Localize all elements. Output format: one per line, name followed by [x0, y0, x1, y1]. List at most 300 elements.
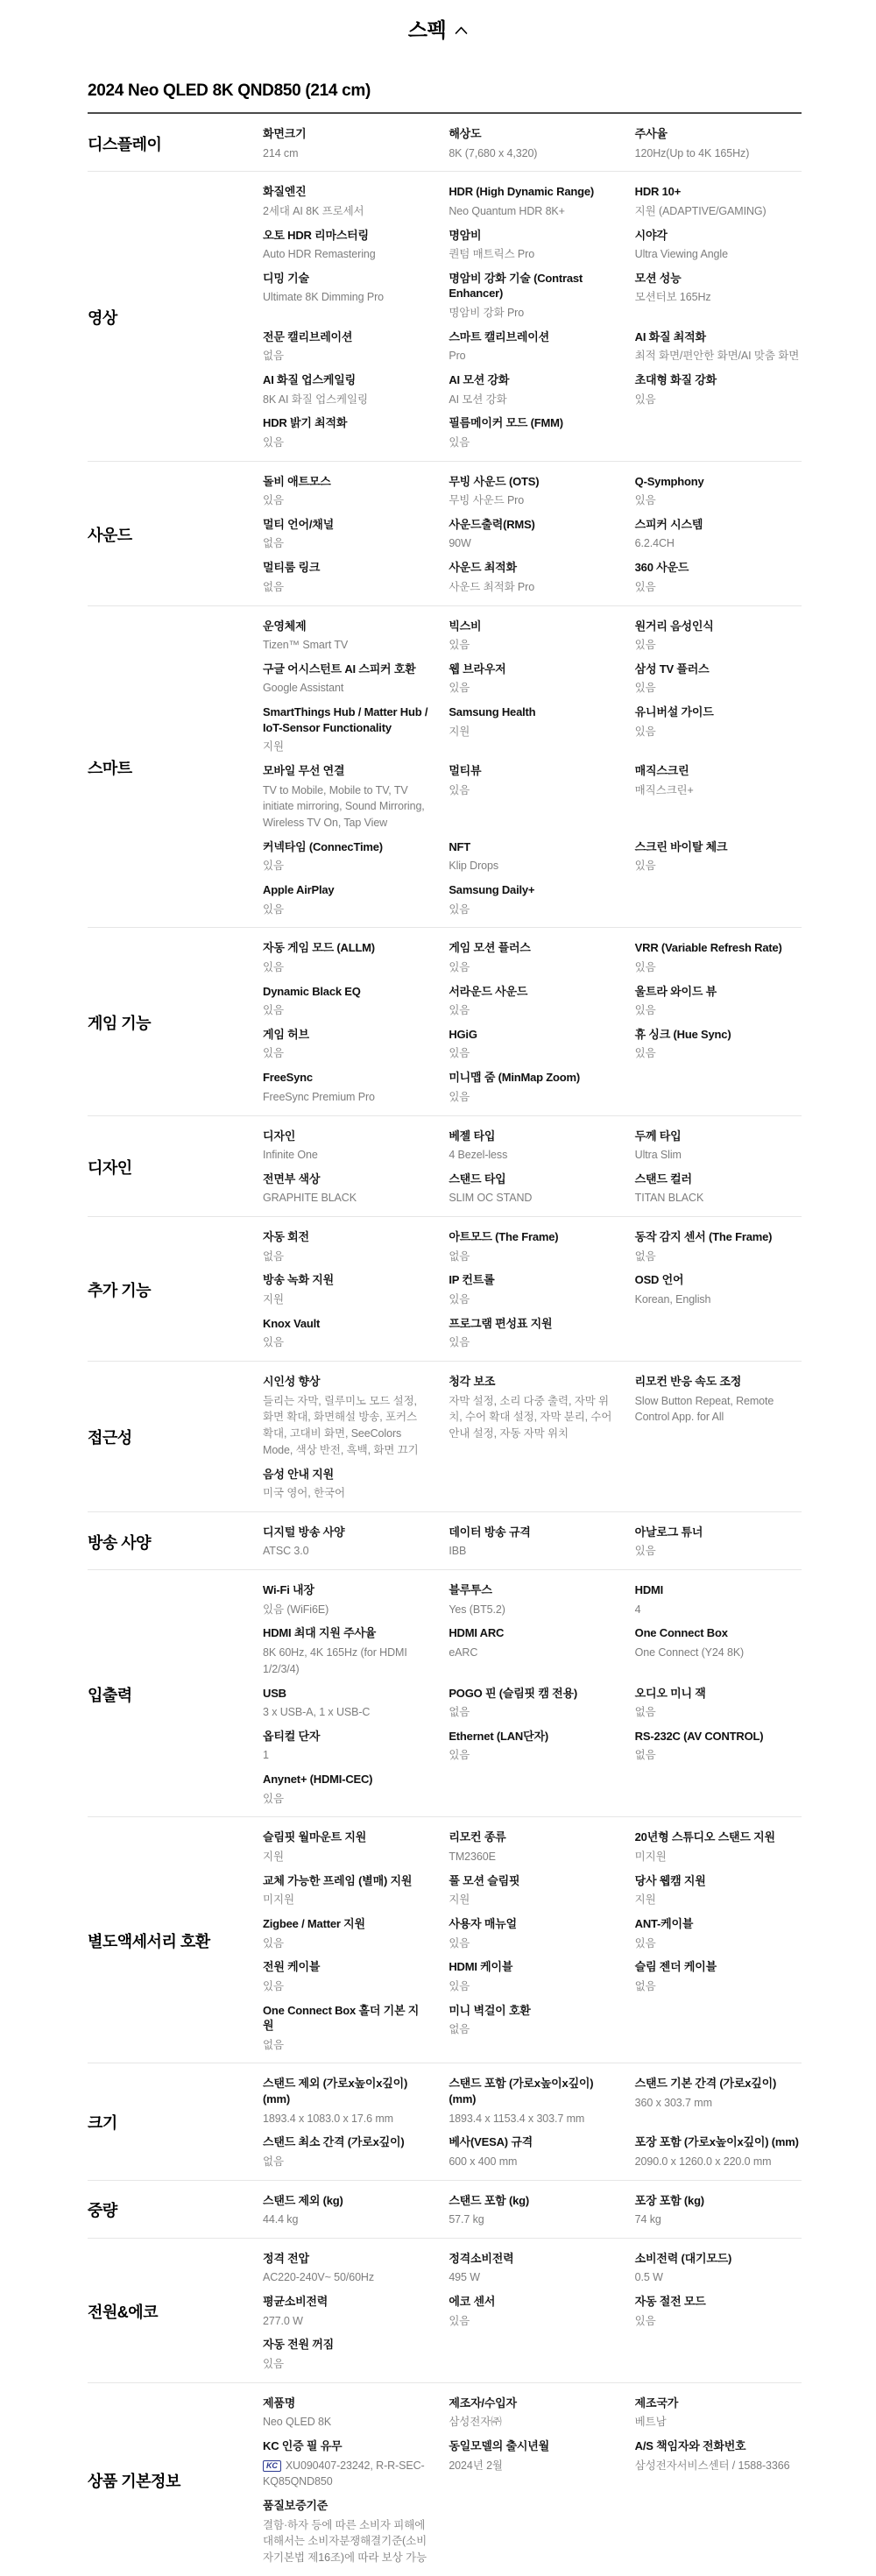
spec-item-value	[449, 1849, 615, 1865]
spec-item-label: 포장 포함 (kg)	[634, 2193, 704, 2207]
spec-item	[263, 2251, 429, 2294]
spec-item-value	[263, 203, 429, 220]
spec-item-value	[449, 535, 615, 552]
spec-category-label: 상품 기본정보	[88, 2472, 180, 2490]
spec-cell-grid	[263, 126, 802, 169]
spec-item-value	[449, 1002, 615, 1019]
spec-item-value	[635, 246, 802, 263]
product-heading: 2024 Neo QLED 8K QND850 (214 cm)	[88, 81, 371, 100]
spec-item-label: HDMI 최대 지원 주사율	[263, 1626, 377, 1640]
spec-item-value-text: 미지원	[634, 1850, 667, 1863]
spec-item-value	[263, 2269, 429, 2286]
spec-item-label: 모션 성능	[634, 271, 682, 285]
spec-item-label: HDR 밝기 최적화	[263, 416, 348, 430]
spec-item-label: 스탠드 기본 간격 (가로x깊이)	[634, 2077, 777, 2091]
spec-item	[635, 2134, 802, 2177]
spec-item-value	[635, 1543, 802, 1560]
spec-item-value-text: 있음	[634, 2314, 656, 2327]
spec-item-value	[635, 1849, 802, 1865]
spec-item-value-text: 있음	[449, 783, 470, 796]
spec-item-value-text: 퀀텀 매트릭스 Pro	[449, 248, 535, 261]
spec-item	[449, 1916, 615, 1959]
spec-item-value	[263, 1602, 429, 1618]
spec-item	[263, 1916, 429, 1959]
spec-item-value	[263, 145, 429, 162]
spec-item-value-text: 있음	[449, 682, 470, 695]
spec-section	[88, 1362, 802, 1512]
spec-category-label: 별도액세서리 호환	[88, 1933, 210, 1951]
spec-item-value-text: 있음	[263, 1792, 284, 1805]
spec-item	[263, 2294, 429, 2337]
spec-item-value	[263, 246, 429, 263]
spec-item	[449, 1229, 615, 1272]
spec-item-value	[449, 579, 615, 596]
spec-item	[449, 1070, 615, 1113]
spec-item-label: 오토 HDR 리마스터링	[263, 228, 369, 242]
spec-category-label: 접근성	[88, 1429, 132, 1447]
spec-item-label: NFT	[449, 839, 470, 853]
spec-cell-grid	[263, 619, 802, 926]
spec-item-value-text: 있음	[263, 435, 284, 449]
spec-item	[263, 372, 429, 415]
spec-item	[449, 1582, 615, 1625]
spec-section	[88, 1570, 802, 1817]
spec-item-value	[263, 1791, 429, 1808]
spec-item-value	[449, 1147, 615, 1164]
spec-item-value	[635, 579, 802, 596]
spec-item-label: 정격소비전력	[449, 2251, 514, 2265]
spec-item	[263, 1772, 429, 1815]
spec-item-label: 화질엔진	[263, 185, 307, 199]
spec-item-label: HDR (High Dynamic Range)	[449, 185, 594, 199]
spec-item-value-text: 없음	[263, 1249, 284, 1263]
spec-item-label: 돌비 애트모스	[263, 474, 331, 488]
spec-item-value-text: 있음	[449, 1090, 470, 1103]
spec-item-value	[635, 2154, 802, 2170]
spec-item-label: 전문 캘리브레이션	[263, 329, 353, 343]
spec-item-value-text: 있음	[449, 960, 470, 973]
spec-section	[88, 1217, 802, 1362]
spec-item	[263, 2193, 429, 2236]
spec-item	[263, 619, 429, 662]
spec-item	[263, 2076, 429, 2134]
spec-item	[263, 704, 429, 763]
spec-item-value-text: 495 W	[449, 2271, 480, 2284]
spec-item-label: 사용자 매뉴얼	[449, 1916, 517, 1930]
spec-item	[449, 1129, 615, 1171]
spec-accordion-header[interactable]	[0, 0, 876, 50]
spec-item-label: 아날로그 튜너	[634, 1525, 703, 1539]
spec-item	[263, 517, 429, 560]
spec-item	[449, 184, 615, 227]
spec-item-label: 유니버설 가이드	[634, 705, 714, 719]
spec-item-value-text: FreeSync Premium Pro	[263, 1090, 375, 1103]
spec-section	[88, 2181, 802, 2239]
spec-item-value	[263, 739, 429, 755]
spec-item	[635, 619, 802, 662]
spec-item-value-text: 214 cm	[263, 146, 299, 159]
spec-item-value-text: 있음	[263, 860, 284, 873]
spec-item-value-text: 있음	[634, 960, 656, 973]
spec-item-label: 디지털 방송 사양	[263, 1525, 345, 1539]
spec-item-value	[635, 1704, 802, 1721]
spec-item-value	[263, 637, 429, 654]
spec-item-value	[263, 1292, 429, 1308]
spec-item-label: USB	[263, 1686, 286, 1700]
spec-item-value-text: 삼성전자㈜	[449, 2416, 502, 2429]
spec-item-value-text: 44.4 kg	[263, 2213, 299, 2226]
spec-item	[449, 474, 615, 517]
spec-item-value	[635, 2095, 802, 2112]
spec-item-value-text: 있음	[634, 639, 656, 652]
spec-item-label: 운영체제	[263, 619, 307, 633]
spec-item	[449, 1171, 615, 1214]
spec-item-value-text: 없음	[634, 1706, 656, 1719]
spec-item-value	[263, 1190, 429, 1207]
spec-item-value-text: 지원 (ADAPTIVE/GAMING)	[634, 204, 766, 217]
spec-item-value	[449, 2458, 615, 2474]
spec-item-label: 빅스비	[449, 619, 482, 633]
spec-item-value	[449, 1190, 615, 1207]
spec-item-label: Zigbee / Matter 지원	[263, 1916, 365, 1930]
spec-item	[635, 2251, 802, 2294]
spec-item-value-text: SLIM OC STAND	[449, 1192, 533, 1205]
spec-item-value-text: 없음	[263, 537, 284, 550]
spec-item-value-text: IBB	[449, 1545, 467, 1558]
spec-item	[635, 1229, 802, 1272]
spec-item-value	[263, 435, 429, 451]
spec-item-label: ANT-케이블	[634, 1916, 694, 1930]
spec-item-label: 프로그램 편성표 지원	[449, 1316, 553, 1330]
spec-item-label: Ethernet (LAN단자)	[449, 1729, 548, 1743]
spec-item	[449, 1729, 615, 1772]
spec-item	[263, 1272, 429, 1315]
spec-item-value	[449, 2313, 615, 2330]
spec-item-label: 매직스크린	[634, 763, 689, 777]
spec-item-label: Dynamic Black EQ	[263, 984, 361, 998]
spec-cell-grid	[263, 1229, 802, 1359]
spec-item	[635, 704, 802, 763]
spec-item-value	[635, 724, 802, 740]
spec-item-value-text: 모션터보 165Hz	[634, 291, 711, 304]
spec-item	[635, 1582, 802, 1625]
spec-item-label: 스탠드 포함 (가로x높이x깊이) (mm)	[449, 2077, 594, 2105]
spec-item	[449, 704, 615, 763]
spec-item-value-text: 없음	[634, 1749, 656, 1762]
spec-item-value-text: 있음	[634, 1545, 656, 1558]
spec-item-label: 화면크기	[263, 127, 307, 140]
spec-item-label: 구글 어시스턴트 AI 스피커 호환	[263, 662, 416, 676]
spec-item-value-text: 미국 영어, 한국어	[263, 1487, 345, 1500]
spec-item-value-text: Neo Quantum HDR 8K+	[449, 204, 565, 217]
spec-item-label: 데이터 방송 규격	[449, 1525, 531, 1539]
spec-item	[449, 126, 615, 169]
spec-item	[449, 1959, 615, 2002]
spec-item-label: RS-232C (AV CONTROL)	[634, 1729, 764, 1743]
spec-item-value-text: 2세대 AI 8K 프로세서	[263, 204, 364, 217]
spec-item-label: 동작 감지 센서 (The Frame)	[634, 1230, 773, 1244]
spec-item-value-text: 있음	[634, 393, 656, 406]
spec-item-label: 울트라 와이드 뷰	[634, 984, 717, 998]
spec-item-value	[449, 1892, 615, 1908]
spec-item-value-text: 있음	[449, 2314, 470, 2327]
spec-item	[449, 662, 615, 704]
spec-item-value-text: 있음	[634, 1936, 656, 1950]
spec-item-label: 스탠드 제외 (kg)	[263, 2193, 343, 2207]
spec-item-value-text: Klip Drops	[449, 860, 498, 873]
spec-item-value	[263, 1147, 429, 1164]
spec-item	[635, 184, 802, 227]
spec-item-value	[263, 2154, 429, 2170]
spec-item-value-text: 2090.0 x 1260.0 x 220.0 mm	[634, 2155, 772, 2168]
spec-section	[88, 2063, 802, 2180]
spec-item	[449, 1272, 615, 1315]
spec-item-value-text: 없음	[263, 2038, 284, 2051]
spec-item-value-text: 있음	[634, 1004, 656, 1017]
spec-item-value-text: 90W	[449, 537, 471, 550]
spec-item-label: 디밍 기술	[263, 271, 309, 285]
spec-item-label: 베사(VESA) 규격	[449, 2135, 533, 2149]
spec-item	[635, 1272, 802, 1315]
spec-section	[88, 1116, 802, 1218]
spec-item-label: OSD 언어	[634, 1273, 684, 1287]
spec-item-value	[449, 492, 615, 509]
spec-item-value	[449, 348, 615, 364]
spec-item-label: 에코 센서	[449, 2295, 496, 2309]
spec-item	[263, 763, 429, 839]
spec-item-value-text: AI 모션 강화	[449, 393, 507, 406]
spec-item-value-text: 베트남	[634, 2416, 667, 2429]
spec-item-value-text: 없음	[634, 1249, 656, 1263]
spec-item	[635, 2396, 802, 2438]
spec-cell-grid	[263, 1525, 802, 1568]
spec-item-value-text: 없음	[263, 2155, 284, 2168]
spec-item-value-text: Auto HDR Remastering	[263, 248, 376, 261]
spec-item-value-text: 없음	[634, 1979, 656, 1992]
spec-item-value	[449, 1393, 615, 1442]
spec-item-value	[449, 1045, 615, 1062]
spec-item-label: 스크린 바이탈 체크	[634, 839, 728, 853]
spec-item	[263, 1959, 429, 2002]
spec-item-value-text: 있음	[634, 725, 656, 738]
spec-item	[449, 1027, 615, 1070]
spec-item-label: One Connect Box	[634, 1626, 728, 1640]
spec-item-value	[449, 1292, 615, 1308]
spec-item	[263, 1525, 429, 1568]
spec-item-label: HGiG	[449, 1027, 477, 1041]
spec-item-value	[449, 637, 615, 654]
spec-item-value-text: 4	[634, 1603, 641, 1616]
spec-item-label: HDMI ARC	[449, 1626, 505, 1640]
spec-item-value	[635, 2212, 802, 2228]
spec-item-value-text: Google Assistant	[263, 682, 344, 695]
spec-item-value	[449, 902, 615, 918]
spec-item-value	[263, 2414, 429, 2431]
spec-item-value-text: 74 kg	[634, 2213, 661, 2226]
spec-item-value-text: AC220-240V~ 50/60Hz	[263, 2271, 375, 2284]
spec-item-value-text: 없음	[449, 1249, 470, 1263]
spec-item-value-text: 있음	[263, 1047, 284, 1060]
spec-item-value	[263, 2111, 429, 2127]
spec-item-value	[263, 1045, 429, 1062]
spec-item-label: 정격 전압	[263, 2251, 309, 2265]
spec-item-value	[635, 1147, 802, 1164]
spec-cell-grid	[263, 2396, 802, 2574]
spec-item-label: One Connect Box 홀더 기본 지원	[263, 2003, 420, 2033]
spec-item-value-text: 있음	[449, 639, 470, 652]
spec-item	[449, 560, 615, 603]
spec-table	[88, 112, 802, 2576]
spec-item	[263, 184, 429, 227]
spec-item	[635, 763, 802, 839]
spec-item-value-text: 없음	[263, 350, 284, 363]
spec-item-value-text: 1893.4 x 1083.0 x 17.6 mm	[263, 2112, 393, 2125]
spec-category-label: 스마트	[88, 759, 132, 777]
spec-item	[263, 1873, 429, 1916]
spec-item-value-text: 있음	[449, 1047, 470, 1060]
spec-item-value	[449, 305, 615, 322]
spec-item-label: 두께 타입	[634, 1129, 682, 1143]
spec-item-value	[263, 348, 429, 364]
spec-item-value	[449, 145, 615, 162]
spec-item-value	[449, 435, 615, 451]
spec-item	[635, 1129, 802, 1171]
spec-item-value-text: 4 Bezel-less	[449, 1149, 508, 1162]
spec-item-value-text: 지원	[449, 725, 470, 738]
spec-item-label: 무빙 사운드 (OTS)	[449, 474, 540, 488]
spec-item	[263, 839, 429, 882]
spec-item	[449, 415, 615, 458]
spec-item	[449, 228, 615, 271]
spec-item-label: 해상도	[449, 127, 482, 140]
spec-section	[88, 2383, 802, 2576]
spec-item-label: 필름메이커 모드 (FMM)	[449, 416, 563, 430]
spec-item-value-text: Ultra Slim	[634, 1149, 682, 1162]
spec-item-value-text: 있음	[263, 1336, 284, 1349]
spec-item-label: 청각 보조	[449, 1375, 496, 1389]
spec-section	[88, 462, 802, 606]
spec-item-label: Samsung Daily+	[449, 883, 535, 897]
spec-item-value-text: GRAPHITE BLACK	[263, 1192, 357, 1205]
spec-item-label: 미니맵 줌 (MinMap Zoom)	[449, 1071, 581, 1085]
spec-item	[263, 1625, 429, 1685]
spec-item-value	[635, 680, 802, 697]
spec-item-label: 음성 안내 지원	[263, 1467, 334, 1481]
spec-item-value	[635, 1393, 802, 1426]
spec-item-value-text: 있음	[263, 960, 284, 973]
spec-item-label: 스탠드 최소 간격 (가로x깊이)	[263, 2135, 405, 2149]
spec-item-value-text: 있음	[634, 860, 656, 873]
spec-cell-grid	[263, 184, 802, 458]
spec-item-label: 시인성 향상	[263, 1375, 321, 1389]
spec-item	[263, 126, 429, 169]
spec-item-value	[635, 1002, 802, 1019]
spec-item	[263, 1467, 429, 1510]
spec-content	[88, 81, 802, 2576]
spec-item-value-text: 8K 60Hz, 4K 165Hz (for HDMI 1/2/3/4)	[263, 1646, 407, 1675]
spec-item-value-text: 자막 설정, 소리 다중 출력, 자막 위치, 수어 확대 설정, 자막 분리, 수어 안내 설정, 자동 자막 위치	[449, 1394, 612, 1440]
spec-item-value-text: TV to Mobile, Mobile to TV, TV initiate mirroring, Sound Mirroring, Wireless TV On, Tap View	[263, 783, 425, 829]
spec-item-value	[635, 203, 802, 220]
spec-item	[263, 1729, 429, 1772]
spec-item-label: 풀 모션 슬림핏	[449, 1873, 520, 1887]
spec-item-value-text: 없음	[449, 2023, 470, 2036]
spec-item	[449, 2076, 615, 2134]
spec-item-value	[263, 1485, 429, 1502]
spec-item-value	[635, 1602, 802, 1618]
spec-item-label: HDMI 케이블	[449, 1960, 513, 1974]
spec-item-value	[635, 348, 802, 364]
spec-item-value	[263, 2517, 429, 2566]
spec-item-value	[635, 1936, 802, 1952]
spec-item-value-text: 있음 (WiFi6E)	[263, 1603, 329, 1616]
spec-category-label: 게임 기능	[88, 1014, 152, 1032]
spec-item	[263, 2438, 429, 2498]
spec-item	[635, 839, 802, 882]
spec-item-label: 주사율	[634, 127, 668, 140]
spec-item-value	[635, 1978, 802, 1995]
spec-item-label: KC 인증 필 유무	[263, 2439, 343, 2453]
spec-item-value	[263, 902, 429, 918]
spec-item-value-text: 있음	[449, 1004, 470, 1017]
spec-item-value	[449, 2414, 615, 2431]
spec-item-value-text: 277.0 W	[263, 2314, 303, 2327]
spec-item-label: AI 모션 강화	[449, 373, 510, 387]
spec-item-label: 스피커 시스템	[634, 517, 703, 531]
spec-item-label: 아트모드 (The Frame)	[449, 1230, 559, 1244]
spec-item-value-text: 있음	[449, 435, 470, 449]
spec-item-value	[263, 1645, 429, 1678]
spec-item-value-text: 있음	[634, 682, 656, 695]
spec-item	[263, 1374, 429, 1467]
spec-item-value	[635, 637, 802, 654]
spec-item-value-text: 있음	[449, 1749, 470, 1762]
spec-item-value-text: eARC	[449, 1646, 478, 1659]
spec-item-label: 자동 전원 꺼짐	[263, 2338, 334, 2352]
spec-category-label: 중량	[88, 2202, 117, 2220]
spec-item-value-text: 0.5 W	[634, 2271, 663, 2284]
spec-item-value	[263, 858, 429, 874]
spec-item-value	[635, 1892, 802, 1908]
spec-item-label: 멀티 언어/채널	[263, 517, 334, 531]
spec-item	[635, 126, 802, 169]
spec-item-value	[635, 145, 802, 162]
spec-item	[263, 2134, 429, 2177]
spec-item-value	[635, 1045, 802, 1062]
spec-item-value-text: 있음	[449, 1936, 470, 1950]
spec-item-value-text: 삼성전자서비스센터 / 1588-3366	[634, 2459, 790, 2472]
spec-item-value-text: 있음	[634, 580, 656, 593]
spec-item	[635, 2438, 802, 2498]
spec-item	[449, 882, 615, 925]
spec-item-value-text: 8K (7,680 x 4,320)	[449, 146, 538, 159]
spec-item-value-text: 있음	[263, 902, 284, 916]
spec-item	[263, 415, 429, 458]
spec-item	[263, 1686, 429, 1729]
spec-item	[635, 1959, 802, 2002]
spec-item-label: 자동 절전 모드	[634, 2295, 706, 2309]
spec-item-label: 전면부 색상	[263, 1171, 321, 1185]
spec-item-value	[449, 1602, 615, 1618]
spec-section	[88, 114, 802, 172]
spec-item-label: HDMI	[634, 1583, 664, 1597]
spec-item-label: 초대형 화질 강화	[634, 373, 717, 387]
spec-item-value-text: 2024년 2월	[449, 2459, 503, 2472]
spec-item-label: 사운드 최적화	[449, 561, 517, 575]
spec-item	[263, 662, 429, 704]
spec-item-label: 품질보증기준	[263, 2499, 328, 2513]
spec-item-value	[449, 203, 615, 220]
